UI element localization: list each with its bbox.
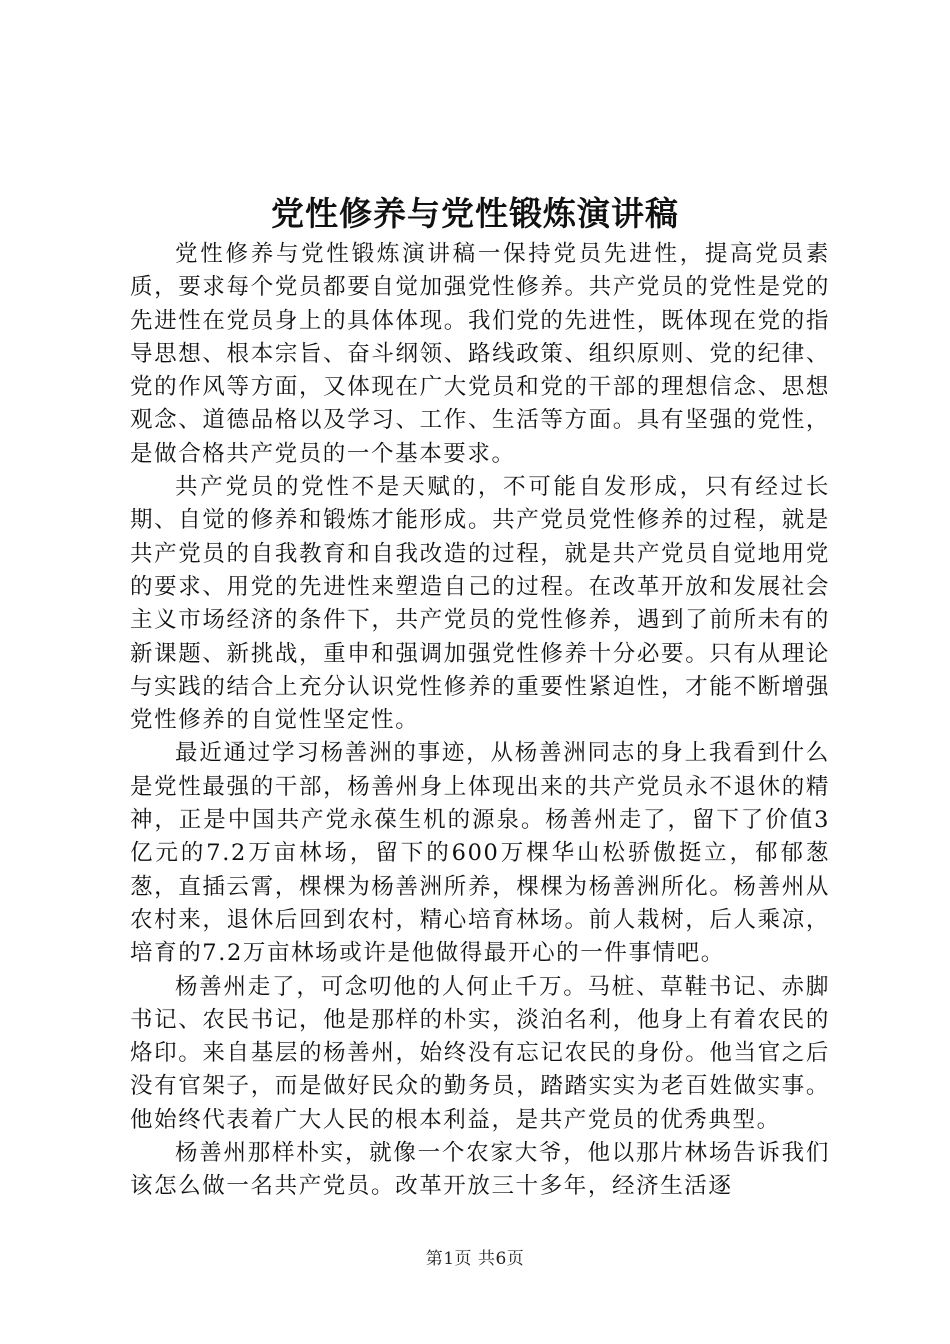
document-title: 党性修养与党性锻炼演讲稿 xyxy=(271,194,679,233)
document-body xyxy=(130,238,830,1204)
paragraph: 杨善州那样朴实，就像一个农家大爷，他以那片林场告诉我们该怎么做一名共产党员。改革开放三十多年，经济生活逐 xyxy=(130,1140,830,1200)
paragraph: 杨善州走了，可念叨他的人何止千万。马桩、草鞋书记、赤脚书记、农民书记，他是那样的朴实，淡泊名利，他身上有着农民的烙印。来自基层的杨善州，始终没有忘记农民的身份。他当官之后没有官架子，而是做好民众的勤务员，踏踏实实为老百姓做实事。他始终代表着广大人民的根本利益，是共产党员的优秀典型。 xyxy=(130,973,830,1133)
paragraph: 共产党员的党性不是天赋的，不可能自发形成，只有经过长期、自觉的修养和锻炼才能形成。共产党员党性修养的过程，就是共产党员的自我教育和自我改造的过程，就是共产党员自觉地用党的要求、用党的先进性来塑造自己的过程。在改革开放和发展社会主义市场经济的条件下，共产党员的党性修养，遇到了前所未有的新课题、新挑战，重申和强调加强党性修养十分必要。只有从理论与实践的结合上充分认识党性修养的重要性紧迫性，才能不断增强党性修养的自觉性坚定性。 xyxy=(130,474,830,734)
paragraph: 最近通过学习杨善洲的事迹，从杨善洲同志的身上我看到什么是党性最强的干部，杨善州身上体现出来的共产党员永不退休的精神，正是中国共产党永葆生机的源泉。杨善州走了，留下了价值3亿元的7.2万亩林场，留下的600万棵华山松骄傲挺立，郁郁葱葱，直插云霄，棵棵为杨善洲所养，棵棵为杨善洲所化。杨善州从农村来，退休后回到农村，精心培育林场。前人栽树，后人乘凉，培育的7.2万亩林场或许是他做得最开心的一件事情吧。 xyxy=(130,740,830,967)
paragraph: 党性修养与党性锻炼演讲稿一保持党员先进性，提高党员素质，要求每个党员都要自觉加强党性修养。共产党员的党性是党的先进性在党员身上的具体体现。我们党的先进性，既体现在党的指导思想、根本宗旨、奋斗纲领、路线政策、组织原则、党的纪律、党的作风等方面，又体现在广大党员和党的干部的理想信念、思想观念、道德品格以及学习、工作、生活等方面。具有坚强的党性，是做合格共产党员的一个基本要求。 xyxy=(130,241,830,467)
page-number-footer: 第1页 共6页 xyxy=(425,1249,525,1269)
